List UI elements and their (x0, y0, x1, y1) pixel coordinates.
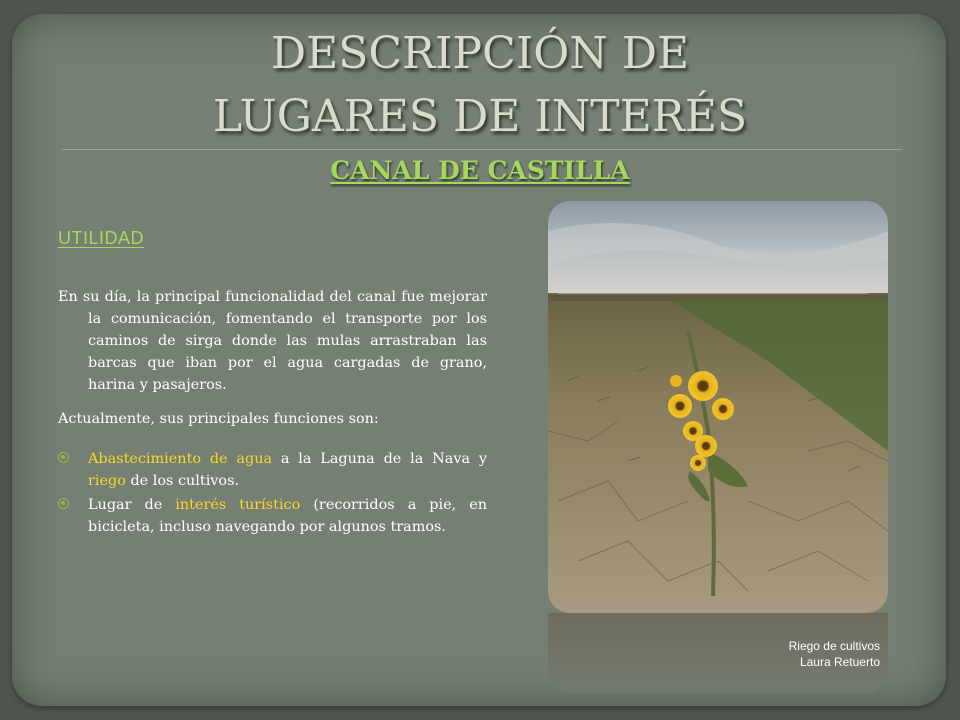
section-heading: UTILIDAD (58, 228, 145, 248)
caption-title: Riego de cultivos (788, 639, 880, 653)
bullet-water-supply (58, 448, 487, 492)
photo-caption (700, 638, 880, 670)
bullet-icon (58, 498, 69, 509)
sunflower-photo (548, 201, 888, 613)
paragraph-functions-intro: Actualmente, sus principales funciones son: (58, 411, 379, 427)
bullet-text: Lugar de (88, 497, 176, 513)
highlight-water-supply: Abastecimiento de agua (88, 451, 273, 467)
paragraph-history: En su día, la principal funcionalidad del canal fue mejorar la comunicación, fomentando el transporte por los caminos de sirga donde las mulas arrastraban las barcas que iban por el agua cargadas de grano, harina y pasajeros. (58, 289, 487, 393)
title-divider (62, 149, 902, 150)
photo-image (548, 201, 888, 613)
bullet-icon (58, 452, 69, 463)
body-text (58, 286, 487, 540)
caption-author: Laura Retuerto (799, 655, 880, 669)
bullet-tourism (58, 494, 487, 538)
bullet-text: a la Laguna de la Nava y (272, 451, 488, 467)
highlight-tourism: interés turístico (175, 497, 301, 513)
slide-subtitle: CANAL DE CASTILLA (330, 156, 630, 185)
highlight-irrigation: riego (88, 473, 126, 489)
bullet-text: de los cultivos. (125, 473, 240, 489)
slide-title-line1: DESCRIPCIÓN DE (270, 28, 690, 79)
bullet-text: (recorridos a pie, en bicicleta, incluso navegando por algunos tramos. (88, 497, 488, 535)
slide-title-line2: LUGARES DE INTERÉS (212, 91, 748, 142)
